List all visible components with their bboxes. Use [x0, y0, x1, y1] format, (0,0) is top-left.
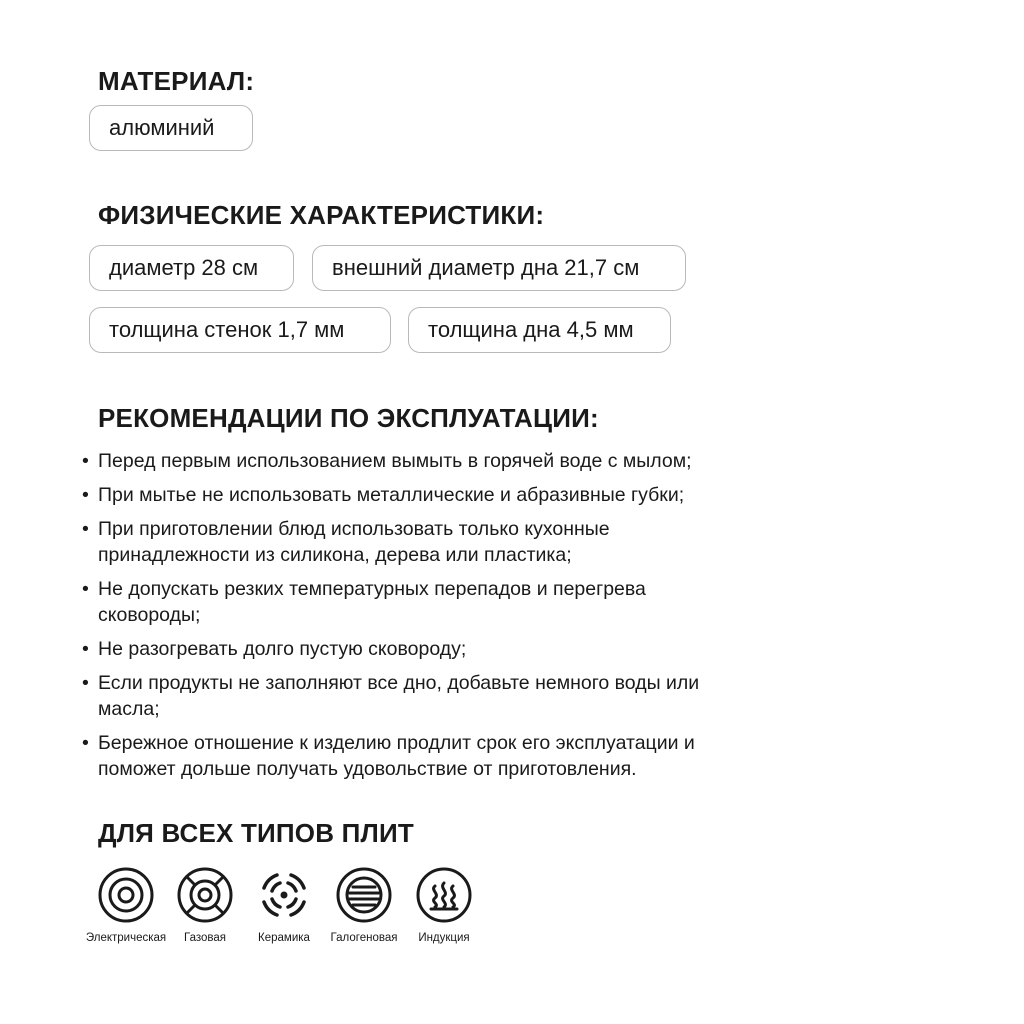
- list-item-text: Если продукты не заполняют все дно, добавьте немного воды или масла;: [98, 672, 700, 720]
- bullet-marker: •: [82, 484, 89, 506]
- stove-induction: [396, 866, 492, 944]
- list-item: [82, 448, 782, 474]
- material-value: алюминий: [109, 115, 215, 140]
- recommendations-heading: РЕКОМЕНДАЦИИ ПО ЭКСПЛУАТАЦИИ:: [98, 403, 599, 433]
- recommendations-list: [82, 448, 782, 790]
- physical-heading: ФИЗИЧЕСКИЕ ХАРАКТЕРИСТИКИ:: [98, 200, 545, 230]
- list-item-text: При мытье не использовать металлические и абразивные губки;: [98, 484, 685, 506]
- stoves-heading: ДЛЯ ВСЕХ ТИПОВ ПЛИТ: [98, 818, 414, 848]
- electric-stove-icon: [97, 866, 155, 924]
- spec-chip-label: внешний диаметр дна 21,7 см: [332, 255, 640, 280]
- material-chip: [89, 105, 253, 151]
- ceramic-stove-icon: [255, 866, 313, 924]
- list-item: [82, 516, 782, 568]
- material-heading: МАТЕРИАЛ:: [98, 66, 255, 96]
- spec-chip-bottom-thickness: [408, 307, 671, 353]
- spec-chip-bottom-diameter: [312, 245, 686, 291]
- halogen-stove-icon: [335, 866, 393, 924]
- spec-chip-label: диаметр 28 см: [109, 255, 259, 280]
- list-item: [82, 576, 782, 628]
- list-item-text: Не разогревать долго пустую сковороду;: [98, 638, 467, 660]
- list-item: [82, 670, 782, 722]
- bullet-marker: •: [82, 638, 89, 660]
- list-item-text: Перед первым использованием вымыть в горячей воде с мылом;: [98, 450, 692, 472]
- stove-label: Галогеновая: [330, 932, 398, 944]
- list-item-text: При приготовлении блюд использовать только кухонные принадлежности из силикона, дерева или пластика;: [98, 518, 610, 566]
- list-item: [82, 636, 782, 662]
- bullet-marker: •: [82, 578, 89, 600]
- list-item: [82, 730, 782, 782]
- bullet-marker: •: [82, 450, 89, 472]
- induction-stove-icon: [415, 866, 473, 924]
- spec-chip-label: толщина дна 4,5 мм: [428, 317, 634, 342]
- list-item-text: Не допускать резких температурных перепадов и перегрева сковороды;: [98, 578, 646, 626]
- bullet-marker: •: [82, 732, 89, 754]
- spec-chip-wall-thickness: [89, 307, 391, 353]
- bullet-marker: •: [82, 672, 89, 694]
- stove-label: Керамика: [258, 932, 310, 944]
- list-item: [82, 482, 782, 508]
- stove-label: Газовая: [184, 932, 226, 944]
- spec-chip-diameter: [89, 245, 294, 291]
- spec-chip-label: толщина стенок 1,7 мм: [109, 317, 345, 342]
- stove-label: Электрическая: [85, 932, 167, 944]
- list-item-text: Бережное отношение к изделию продлит срок его эксплуатации и поможет дольше получать удовольствие от приготовления.: [98, 732, 695, 780]
- bullet-marker: •: [82, 518, 89, 540]
- stove-label: Индукция: [418, 932, 470, 944]
- gas-stove-icon: [176, 866, 234, 924]
